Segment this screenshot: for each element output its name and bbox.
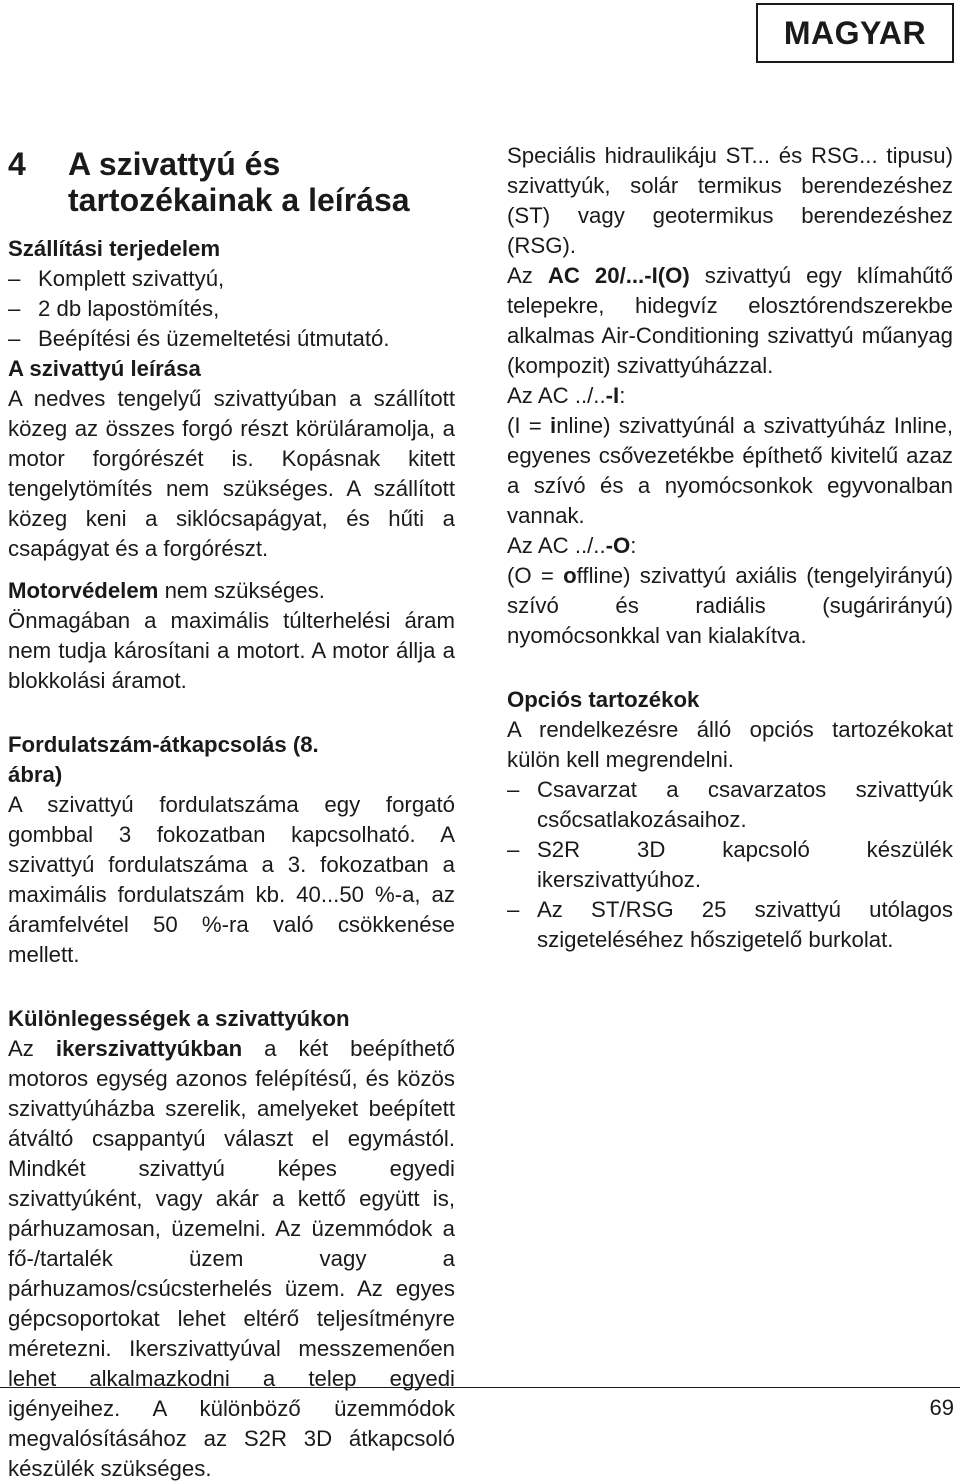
- footer-divider: [0, 1387, 960, 1388]
- motor-protection-text: Önmagában a maximális túlterhelési áram nem tudja károsítani a motort. A motor állja a blokkolási áramot.: [8, 608, 455, 693]
- description-heading: A szivattyú leírása: [8, 356, 201, 381]
- description-text: A nedves tengelyű szivattyúban a szállított közeg az összes forgó részt körüláramolja, a motor forgórészét is. Kopásnak kitett tengelytömítés nem szükséges. A szállított közeg keni a siklócsapágyat, és hűti a csapágyat és a forgórészt.: [8, 386, 455, 561]
- section-number: 4: [8, 146, 26, 182]
- special-text-continued: a két beépíthető motoros egység azonos felépítésű, és közös szivattyúházba szerelik, amelyeket beépített átváltó csappantyú választ el egymástól. Mindkét szivattyú képes egyedi szivattyúként, vagy akár a kettő együtt is, párhuzamosan, üzemelni. Az üzemmódok a fő-/tartalék üzem vagy a párhuzamos/csúcsterhelés üzem. Az egyes gépcsoportokat lehet eltérő teljesítményre méretezni. Ikerszivattyúval messzemenően lehet alkalmazkodni a telep egyedi igényeihez. A különböző üzemmódok megvalósításához az S2R 3D átkapcsoló készülék szükséges.: [8, 1036, 455, 1481]
- hydraulic-text: Speciális hidraulikáju ST... és RSG... tipusu) szivattyúk, solár termikus berendezéshez (ST) vagy geotermikus berendezéshez (RSG).: [507, 143, 953, 258]
- list-item: – Komplett szivattyú,: [8, 264, 455, 294]
- motor-protection-line: [8, 576, 455, 606]
- ac-inline-label: Az AC ../..-I:: [507, 383, 626, 408]
- speed-text: A szivattyú fordulatszáma egy forgató gombbal 3 fokozatban kapcsolható. A szivattyú fordulatszáma a 3. fokozatban a maximális fordulatszám kb. 40...50 %-a, az áramfelvétel 50 %-ra való csökkenése mellett.: [8, 792, 455, 967]
- section-title: A szivattyú és tartozékainak a leírása: [68, 146, 410, 218]
- accessories-heading: Opciós tartozékok: [507, 687, 700, 712]
- list-item: – Csavarzat a csavarzatos szivattyúk csőcsatlakozásaihoz.: [507, 775, 953, 835]
- list-item: – Beépítési és üzemeltetési útmutató.: [8, 324, 455, 354]
- page-number: 69: [929, 1395, 954, 1420]
- speed-heading: Fordulatszám-átkapcsolás (8. ábra): [8, 732, 319, 787]
- left-column: [8, 142, 455, 1484]
- section-heading: [8, 146, 455, 218]
- list-item: – 2 db lapostömítés,: [8, 294, 455, 324]
- language-label: MAGYAR: [756, 3, 954, 63]
- accessories-text: A rendelkezésre álló opciós tartozékokat külön kell megrendelni.: [507, 717, 953, 772]
- twin-pump-bold: ikerszivattyúkban: [55, 1036, 243, 1061]
- ac-model-bold: AC 20/...-I(O): [547, 263, 690, 288]
- ac-offline-text: (O = offline) szivattyú axiális (tengelyirányú) szívó és radiális (sugárirányú) nyomócsonkkal van kialakítva.: [507, 563, 953, 648]
- list-item: – Az ST/RSG 25 szivattyú utólagos szigeteléséhez hőszigetelő burkolat.: [507, 895, 953, 955]
- right-column: [507, 141, 953, 955]
- accessories-list: [507, 775, 953, 955]
- ac-inline-text: (I = inline) szivattyúnál a szivattyúház Inline, egyenes csővezetékbe építhető kivitelű azaz a szívó és a nyomócsonkok egyvonalban vannak.: [507, 413, 953, 528]
- motor-protection-rest: nem szükséges.: [158, 578, 325, 603]
- special-text: Az ikerszivattyúkban a két beépíthető motoros egység azonos felépítésű, és közös szivattyúházba szerelik, amelyeket beépített átváltó csappantyú választ el egymástól. Mindkét szivattyú képes egyedi szivattyúként, vagy akár a kettő együtt is, párhuzamosan, üzemelni. Az üzemmódok a fő-/tartalék üzem vagy a párhuzamos/csúcsterhelés üzem. Az egyes gépcsoportokat lehet eltérő teljesítményre méretezni. Ikerszivattyúval messzemenően lehet alkalmazkodni a telep egyedi igényeihez. A különböző üzemmódok megvalósításához az S2R 3D átkapcsoló készülék szükséges.: [8, 1036, 455, 1481]
- special-heading: Különlegességek a szivattyúkon: [8, 1006, 350, 1031]
- scope-heading: Szállítási terjedelem: [8, 236, 221, 261]
- list-item: – S2R 3D kapcsoló készülék ikerszivattyúhoz.: [507, 835, 953, 895]
- motor-protection-bold: Motorvédelem: [8, 578, 159, 603]
- ac-pump-text: Az AC 20/...-I(O) szivattyú egy klímahűtő telepekre, hidegvíz elosztórendszerekbe alkalmas Air-Conditioning szivattyú műanyag (kompozit) szivattyúházzal.: [507, 263, 954, 378]
- ac-offline-label: Az AC ../..-O:: [507, 533, 637, 558]
- scope-list: [8, 264, 455, 354]
